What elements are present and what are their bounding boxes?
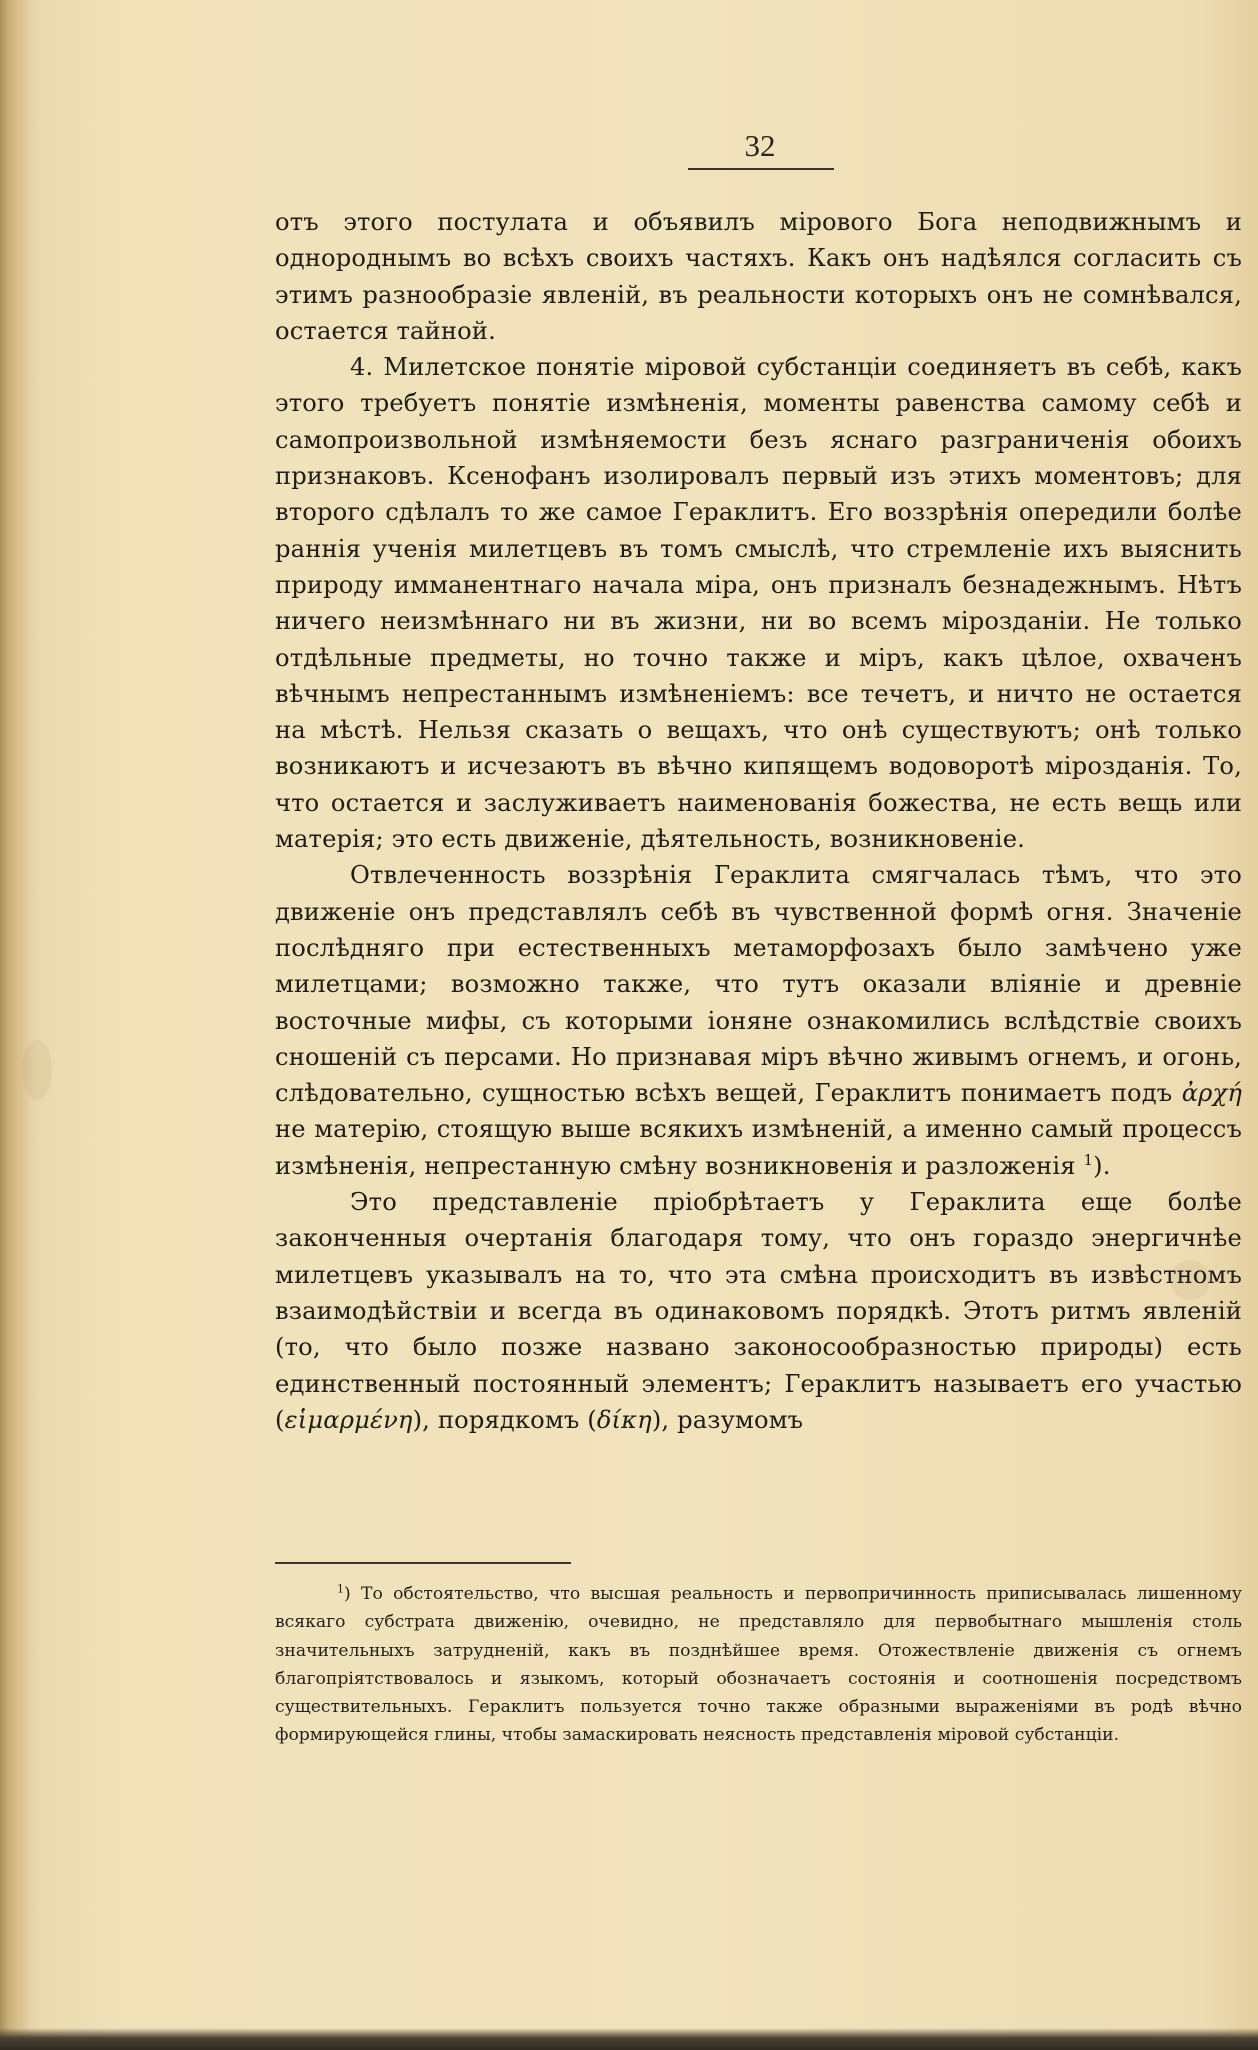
greek-term: δίκη <box>596 1405 652 1434</box>
text-run: Это представленіе пріобрѣтаетъ у Гераклита еще болѣе законченныя очертанія благодаря тому, что онъ гораздо энергичнѣе милетцевъ указывалъ на то, что эта смѣна происходитъ въ извѣстномъ взаимодѣйствіи и всегда въ одинаковомъ порядкѣ. Этотъ ритмъ явленій (то, что было позже названо законосообразностью природы) есть единственный постоянный элементъ; Гераклитъ называетъ его участью ( <box>275 1188 1242 1434</box>
footnote <box>275 1580 1242 1750</box>
paper-stain <box>22 1040 52 1100</box>
paragraph-section-4: 4. Милетское понятіе міровой субстанціи соединяетъ въ себѣ, какъ этого требуетъ понятіе измѣненія, моменты равенства самому себѣ и самопроизвольной измѣняемости безъ яснаго разграниченія обоихъ признаковъ. Ксенофанъ изолировалъ первый изъ этихъ моментовъ; для второго сдѣлалъ то же самое Гераклитъ. Его воззрѣнія опередили болѣе раннія ученія милетцевъ въ томъ смыслѣ, что стремленіе ихъ выяснить природу имманентнаго начала міра, онъ призналъ безнадежнымъ. Нѣтъ ничего неизмѣннаго ни въ жизни, ни во всемъ мірозданіи. Не только отдѣльные предметы, но точно также и міръ, какъ цѣлое, охваченъ вѣчнымъ непрестаннымъ измѣненіемъ: все течетъ, и ничто не остается на мѣстѣ. Нельзя сказать о вещахъ, что онѣ существуютъ; онѣ только возникаютъ и исчезаютъ въ вѣчно кипящемъ водоворотѣ мірозданія. То, что остается и заслуживаетъ наименованія божества, не есть вещь или матерія; это есть движеніе, дѣятельность, возникновеніе. <box>275 353 1242 854</box>
scan-bottom-edge <box>0 2028 1258 2050</box>
text-run: ), разумомъ <box>651 1405 804 1434</box>
header-rule <box>688 168 834 170</box>
main-text <box>275 204 1242 1438</box>
text-run: не матерію, стоящую выше всякихъ измѣненій, а именно самый процессъ измѣненія, непрестанную смѣну возникновенія и разложенія <box>275 1115 1242 1180</box>
paragraph <box>275 857 1242 1184</box>
page-number: 32 <box>744 128 776 163</box>
footnote-marker: 1 <box>337 1582 344 1596</box>
greek-term: εἱμαρμένη <box>284 1405 413 1434</box>
greek-term: ἀρχή <box>1181 1079 1242 1108</box>
text-run: Отвлеченность воззрѣнія Гераклита смягчалась тѣмъ, что это движеніе онъ представлялъ себѣ въ чувственной формѣ огня. Значеніе послѣдняго при естественныхъ метаморфозахъ было замѣчено уже милетцами; возможно также, что тутъ оказали вліяніе и древніе восточные мифы, съ которыми іоняне ознакомились вслѣдствіе своихъ сношеній съ персами. Но признавая міръ вѣчно живымъ огнемъ, и огонь, слѣдовательно, сущностью всѣхъ вещей, Гераклитъ понимаетъ подъ <box>275 861 1242 1108</box>
paragraph: отъ этого постулата и объявилъ мірового Бога неподвижнымъ и однороднымъ во всѣхъ своихъ частяхъ. Какъ онъ надѣялся согласить съ этимъ разнообразіе явленій, въ реальности которыхъ онъ не сомнѣвался, остается тайной. <box>275 208 1242 345</box>
paragraph <box>275 1184 1242 1438</box>
footnote-separator <box>275 1562 571 1564</box>
text-run: ), порядкомъ ( <box>412 1405 597 1434</box>
text-run: ). <box>1093 1151 1111 1180</box>
footnotes <box>275 1580 1242 1750</box>
footnote-reference[interactable]: 1 <box>1083 1150 1094 1169</box>
footnote-text: ) То обстоятельство, что высшая реальность и первопричинность приписывалась лишенному всякаго субстрата движенію, очевидно, не представляло для первобытнаго мышленія столь значительныхъ затрудненій, какъ въ позднѣйшее время. Отожествленіе движенія съ огнемъ благопріятствовалось и языкомъ, который обозначаетъ состоянія и соотношенія посредствомъ существительныхъ. Гераклитъ пользуется точно также образными выраженіями въ родѣ вѣчно формирующейся глины, чтобы замаскировать неясность представленія міровой субстанціи. <box>275 1584 1242 1746</box>
page-binding-edge <box>0 0 30 2050</box>
